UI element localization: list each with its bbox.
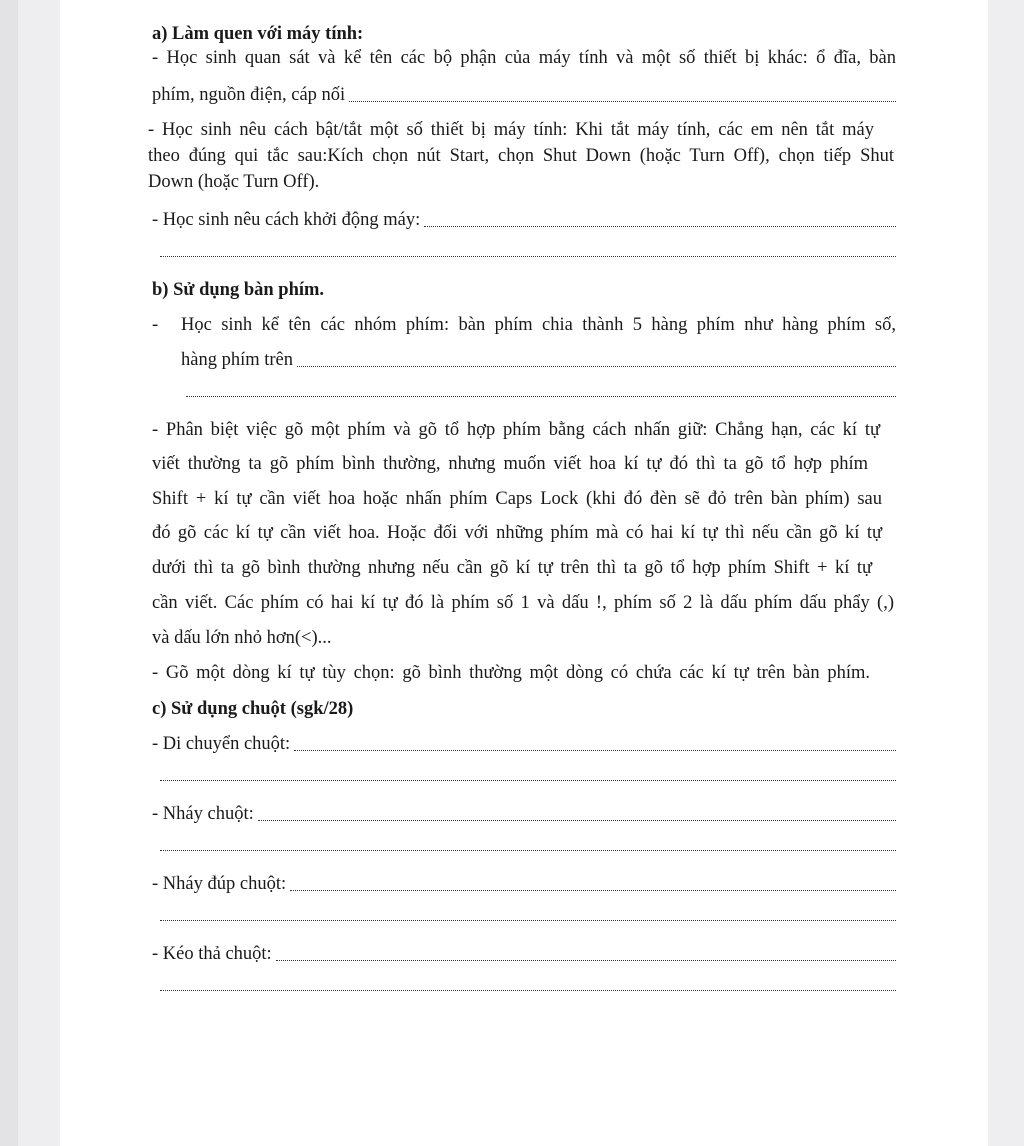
answer-dotted-line	[294, 750, 896, 751]
section-b-heading: b) Sử dụng bàn phím.	[152, 280, 325, 300]
section-c-heading: c) Sử dụng chuột (sgk/28)	[152, 699, 354, 719]
section-b-para-line2: viết thường ta gõ phím bình thường, nhưng muốn viết hoa kí tự đó thì ta gõ tổ hợp phím	[152, 454, 868, 474]
section-a-item1-line2-text: phím, nguồn điện, cáp nối	[152, 85, 346, 105]
section-a-item1-line2	[152, 83, 896, 107]
section-c-item-click	[152, 802, 896, 826]
section-c-item-click-text: - Nháy chuột:	[152, 804, 254, 824]
answer-dotted-line	[160, 850, 896, 851]
section-b-item1-line2	[181, 348, 896, 372]
answer-dotted-line	[258, 820, 896, 821]
answer-dotted-line	[186, 396, 896, 397]
answer-dotted-line	[276, 960, 896, 961]
viewer-left-edge	[0, 0, 18, 1146]
section-c-item-move-text: - Di chuyển chuột:	[152, 734, 291, 754]
section-c-item-double-click-text: - Nháy đúp chuột:	[152, 874, 287, 894]
section-b-para-line5: dưới thì ta gõ bình thường nhưng nếu cần gõ kí tự trên thì ta gõ tổ hợp phím Shift + kí tự	[152, 558, 872, 578]
section-b-para-line1: - Phân biệt việc gõ một phím và gõ tổ hợp phím bằng cách nhấn giữ: Chẳng hạn, các kí tự	[152, 420, 880, 440]
section-a-item2-line3: Down (hoặc Turn Off).	[148, 172, 320, 192]
section-c-item-drag-text: - Kéo thả chuột:	[152, 944, 272, 964]
answer-dotted-line	[160, 990, 896, 991]
section-b-para-line3: Shift + kí tự cần viết hoa hoặc nhấn phím Caps Lock (khi đó đèn sẽ đỏ trên bàn phím) sau	[152, 489, 882, 509]
section-b-item1-line1: Học sinh kể tên các nhóm phím: bàn phím chia thành 5 hàng phím như hàng phím số,	[181, 315, 896, 335]
answer-dotted-line	[160, 920, 896, 921]
section-a-item3	[152, 208, 896, 232]
section-c-item-double-click	[152, 872, 896, 896]
section-c-item-move	[152, 732, 896, 756]
section-b-para-line6: cần viết. Các phím có hai kí tự đó là phím số 1 và dấu !, phím số 2 là dấu phím dấu phẩy (,)	[152, 593, 894, 613]
section-b-item3: - Gõ một dòng kí tự tùy chọn: gõ bình thường một dòng có chứa các kí tự trên bàn phím.	[152, 663, 870, 683]
section-c-item-drag	[152, 942, 896, 966]
section-a-item1-line1: - Học sinh quan sát và kể tên các bộ phận của máy tính và một số thiết bị khác: ổ đĩa, bàn	[152, 48, 896, 68]
section-a-item2-line2: theo đúng qui tắc sau:Kích chọn nút Start, chọn Shut Down (hoặc Turn Off), chọn tiếp Shut	[148, 146, 894, 166]
section-a-item2-line1: - Học sinh nêu cách bật/tắt một số thiết bị máy tính: Khi tắt máy tính, các em nên tắt máy	[148, 120, 874, 140]
answer-dotted-line	[290, 890, 896, 891]
section-b-para-line7: và dấu lớn nhỏ hơn(<)...	[152, 628, 332, 648]
section-b-item1-line2-text: hàng phím trên	[181, 350, 294, 370]
section-b-para-line4: đó gõ các kí tự cần viết hoa. Hoặc đối với những phím mà có hai kí tự thì nếu cần gõ kí tự	[152, 523, 882, 543]
section-a-heading: a) Làm quen với máy tính:	[152, 24, 364, 44]
section-a-item3-text: - Học sinh nêu cách khởi động máy:	[152, 210, 421, 230]
answer-dotted-line	[160, 256, 896, 257]
answer-dotted-line	[160, 780, 896, 781]
answer-dotted-line	[424, 226, 896, 227]
answer-dotted-line	[349, 101, 896, 102]
section-b-item1-dash: -	[152, 315, 159, 335]
answer-dotted-line	[297, 366, 896, 367]
